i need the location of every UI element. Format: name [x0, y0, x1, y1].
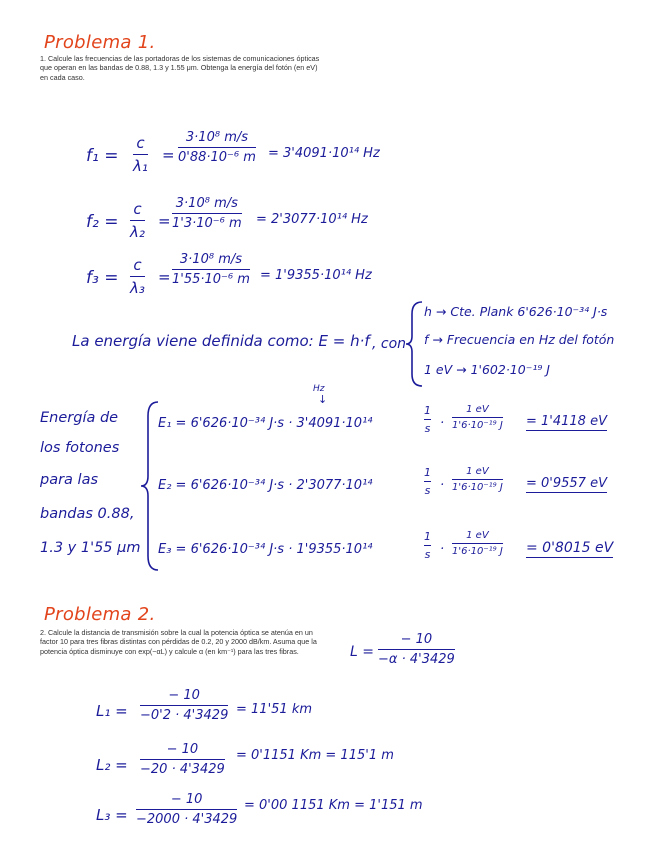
e3-lhs: E₃ = 6'626·10⁻³⁴ J·s · 1'9355·10¹⁴	[158, 542, 373, 557]
f1-lhs: f₁ =	[86, 146, 119, 166]
e1-lhs: E₁ = 6'626·10⁻³⁴ J·s · 3'4091·10¹⁴	[158, 416, 373, 431]
side-label-line-4: bandas 0.88,	[40, 506, 135, 522]
hz-note: Hz	[313, 384, 325, 394]
e1-result: = 1'4118 eV	[526, 414, 607, 429]
con-text: , con	[372, 336, 407, 352]
problem1-title: Problema 1.	[44, 32, 156, 53]
e3-result: = 0'8015 eV	[526, 540, 614, 556]
l3-result: = 0'00 1151 Km = 1'151 m	[244, 798, 423, 813]
l3-lhs: L₃ =	[96, 806, 128, 824]
l1-result: = 11'51 km	[236, 702, 313, 717]
problem1-statement: 1. Calcule las frecuencias de las portadoras de los sistemas de comunicaciones ópticas que operan en las bandas de 0.88, 1.3 y 1.55 μm. Obtenga la energía del fotón (en eV) en cada caso.	[40, 54, 320, 82]
e2-frac-per-second: 1 s	[424, 466, 431, 498]
f1-result: = 3'4091·10¹⁴ Hz	[268, 146, 380, 161]
f3-c-over-lambda: c λ₃	[130, 256, 145, 298]
l2-fraction: − 10 −20 · 4'3429	[140, 742, 225, 778]
l2-lhs: L₂ =	[96, 756, 128, 774]
f2-lhs: f₂ =	[86, 212, 119, 232]
e2-lhs: E₂ = 6'626·10⁻³⁴ J·s · 2'3077·10¹⁴	[158, 478, 373, 493]
f2-c-over-lambda: c λ₂	[130, 200, 145, 242]
definitions-brace	[404, 300, 424, 388]
f2-fraction: 3·10⁸ m/s 1'3·10⁻⁶ m	[172, 196, 242, 232]
side-label-line-5: 1.3 y 1'55 μm	[40, 540, 141, 556]
e1-frac-ev: 1 eV 1'6·10⁻¹⁹ J	[452, 404, 503, 432]
l1-lhs: L₁ =	[96, 702, 128, 720]
e3-frac-ev: 1 eV 1'6·10⁻¹⁹ J	[452, 530, 503, 558]
def-planck: h → Cte. Plank 6'626·10⁻³⁴ J·s	[424, 304, 608, 319]
side-label-line-1: Energía de	[40, 410, 119, 426]
problem2-statement: 2. Calcule la distancia de transmisión sobre la cual la potencia óptica se atenúa en un factor 10 para tres fibras distintas con pérdidas de 0.2, 20 y 2000 dB/km. Asuma que la potencia óptica disminuye con exp(−αL) y calcule α (en km⁻¹) para las tres fibras.	[40, 628, 317, 656]
energy-definition: La energía viene definida como: E = h·f	[72, 332, 370, 350]
l1-fraction: − 10 −0'2 · 4'3429	[140, 688, 229, 724]
e2-result: = 0'9557 eV	[526, 476, 607, 491]
problem2-title: Problema 2.	[44, 604, 156, 625]
f3-fraction: 3·10⁸ m/s 1'55·10⁻⁶ m	[172, 252, 250, 288]
f1-c-over-lambda: c λ₁	[133, 134, 148, 176]
l-formula-lhs: L =	[350, 644, 374, 660]
e2-frac-ev: 1 eV 1'6·10⁻¹⁹ J	[452, 466, 503, 494]
side-label-line-3: para las	[40, 472, 99, 488]
f2-result: = 2'3077·10¹⁴ Hz	[256, 212, 368, 227]
side-label-line-2: los fotones	[40, 440, 120, 456]
energies-brace	[138, 400, 160, 572]
hz-arrow-icon: ↓	[318, 393, 328, 406]
f3-result: = 1'9355·10¹⁴ Hz	[260, 268, 372, 283]
l-formula-fraction: − 10 −α · 4'3429	[378, 632, 455, 668]
l3-fraction: − 10 −2000 · 4'3429	[136, 792, 238, 828]
document-page: Problema 1. 1. Calcule las frecuencias de las portadoras de los sistemas de comunicaciones ópticas que operan en las bandas de 0.88, 1.3 y 1.55 μm. Obtenga la energía del fotón (en eV) en cada caso. f₁ = c λ₁ = 3·10⁸ m/s 0'88·10⁻⁶ m = 3'4091·10¹⁴ Hz f₂ = c λ₂ = 3·10⁸ m/s 1'3·10⁻⁶ m = 2'3077·10¹⁴ Hz f₃ = c λ₃ = 3·10⁸ m/s 1'55·10⁻⁶ m = 1'9355·10¹⁴ Hz La energía viene definida como: E = h·f , con h → Cte. Plank 6'626·10⁻³⁴ J·s f → Frecuencia en Hz del fotón 1 eV → 1'602·10⁻¹⁹ J Hz ↓ Energía de los fotones para las bandas 0.88, 1.3 y 1'55 μm E₁ = 6'626·10⁻³⁴ J·s · 3'4091·10¹⁴ 1 s · 1 eV 1'6·10⁻¹⁹ J = 1'4118 eV E₂ = 6'626·10⁻³⁴ J·s · 2'3077·10¹⁴ 1 s · 1 eV 1'6·10⁻¹⁹ J = 0'9557 eV E₃ = 6'626·10⁻³⁴ J·s · 1'9355·10¹⁴ 1 s · 1 eV 1'6·10⁻¹⁹ J = 0'8015 eV Problema 2. 2. Calcule la distancia de transmisión sobre la cual la potencia óptica se atenúa en un factor 10 para tres fibras distintas con pérdidas de 0.2, 20 y 2000 dB/km. Asuma que la potencia óptica disminuye con exp(−αL) y calcule α (en km⁻¹) para las tres fibras. L = − 10 −α · 4'3429 L₁ = − 10 −0'2 · 4'3429 = 11'51 km L₂ = − 10 −20 · 4'3429 = 0'1151 Km = 115'1 m L₃ = − 10 −2000 · 4'3429 = 0'00 1151 Km = 1'151 m	[40, 32, 615, 828]
f3-lhs: f₃ =	[86, 268, 119, 288]
def-electronvolt: 1 eV → 1'602·10⁻¹⁹ J	[424, 362, 550, 377]
e1-frac-per-second: 1 s	[424, 404, 431, 436]
def-frequency: f → Frecuencia en Hz del fotón	[424, 332, 615, 347]
e3-frac-per-second: 1 s	[424, 530, 431, 562]
f1-fraction: 3·10⁸ m/s 0'88·10⁻⁶ m	[178, 130, 256, 166]
l2-result: = 0'1151 Km = 115'1 m	[236, 748, 394, 763]
